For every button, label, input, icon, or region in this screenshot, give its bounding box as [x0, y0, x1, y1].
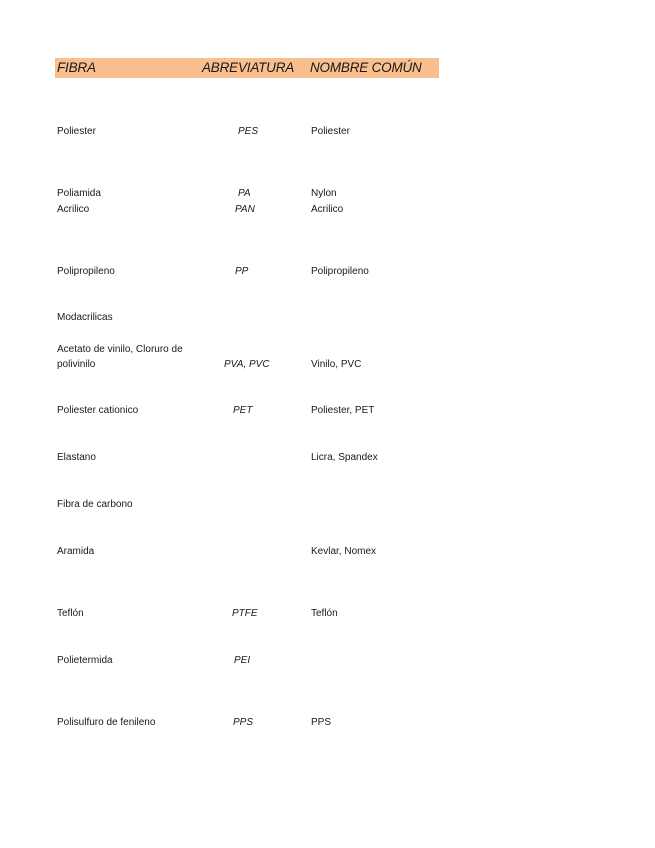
cell-fibra: Modacrilicas: [57, 312, 113, 323]
cell-abreviatura: PA: [238, 188, 251, 199]
header-abreviatura: ABREVIATURA: [202, 60, 295, 75]
cell-abreviatura: PP: [235, 266, 249, 277]
cell-fibra: Polisulfuro de fenileno: [57, 717, 156, 728]
cell-fibra-line2: polivinilo: [57, 359, 96, 370]
cell-fibra: Poliamida: [57, 188, 101, 199]
cell-fibra: Fibra de carbono: [57, 499, 133, 510]
cell-abreviatura: PAN: [235, 204, 255, 215]
cell-fibra: Teflón: [57, 608, 84, 619]
cell-fibra: Acrilico: [57, 204, 90, 215]
cell-nombre-comun: Licra, Spandex: [311, 452, 378, 463]
cell-nombre-comun: PPS: [311, 717, 332, 728]
cell-fibra: Poliester cationico: [57, 405, 139, 416]
cell-fibra: Poliester: [57, 126, 96, 137]
cell-nombre-comun: Polipropileno: [311, 266, 369, 277]
header-fibra: FIBRA: [57, 60, 96, 75]
cell-nombre-comun: Nylon: [311, 188, 337, 199]
cell-abreviatura: PTFE: [232, 608, 258, 619]
cell-fibra: Polietermida: [57, 655, 113, 666]
cell-nombre-comun: Poliester, PET: [311, 405, 375, 416]
cell-nombre-comun: Acrilico: [311, 204, 344, 215]
cell-abreviatura: PVA, PVC: [224, 359, 270, 370]
table-header: [55, 58, 439, 78]
cell-fibra: Aramida: [57, 546, 95, 557]
cell-abreviatura: PES: [238, 126, 259, 137]
cell-nombre-comun: Poliester: [311, 126, 350, 137]
cell-fibra-line1: Acetato de vinilo, Cloruro de: [57, 344, 183, 355]
cell-nombre-comun: Vinilo, PVC: [311, 359, 362, 370]
cell-nombre-comun: Kevlar, Nomex: [311, 546, 377, 557]
cell-abreviatura: PET: [233, 405, 253, 416]
header-nombre-comun: NOMBRE COMÚN: [310, 60, 422, 75]
cell-abreviatura: PPS: [233, 717, 254, 728]
cell-abreviatura: PEI: [234, 655, 251, 666]
cell-fibra: Polipropileno: [57, 266, 115, 277]
cell-nombre-comun: Teflón: [311, 608, 338, 619]
cell-fibra: Elastano: [57, 452, 96, 463]
